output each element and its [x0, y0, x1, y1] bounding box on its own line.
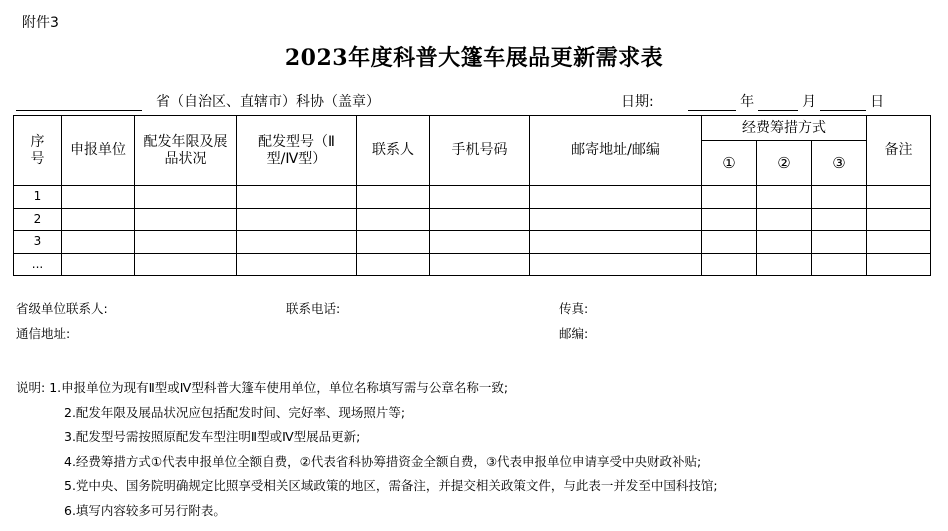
organization-blank[interactable]: [16, 96, 142, 111]
cell[interactable]: [135, 231, 237, 254]
cell[interactable]: [135, 253, 237, 276]
note-item: 3.配发型号需按照原配发车型注明Ⅱ型或Ⅳ型展品更新;: [64, 429, 361, 444]
cell[interactable]: [867, 231, 931, 254]
cell[interactable]: [702, 253, 757, 276]
cell[interactable]: [430, 208, 530, 231]
cell[interactable]: [135, 186, 237, 209]
year-blank[interactable]: [688, 96, 736, 111]
cell[interactable]: [757, 186, 812, 209]
cell[interactable]: [62, 186, 135, 209]
cell[interactable]: [702, 208, 757, 231]
row-number: 1: [14, 186, 62, 209]
cell[interactable]: [237, 253, 357, 276]
cell[interactable]: [237, 231, 357, 254]
header-contact: 联系人: [357, 116, 430, 186]
cell[interactable]: [530, 186, 702, 209]
month-label: 月: [802, 94, 817, 110]
cell[interactable]: [62, 208, 135, 231]
header-remarks: 备注: [867, 116, 931, 186]
cell[interactable]: [812, 186, 867, 209]
header-unit: 申报单位: [62, 116, 135, 186]
cell[interactable]: [757, 231, 812, 254]
cell[interactable]: [530, 208, 702, 231]
cell[interactable]: [62, 231, 135, 254]
note-item: 4.经费筹措方式①代表申报单位全额自费，②代表省科协筹措资金全额自费，③代表申报单位申请享受中央财政补贴;: [64, 453, 702, 469]
header-funding-opt-2: ②: [757, 141, 812, 186]
cell[interactable]: [357, 231, 430, 254]
contact-phone-label: 联系电话:: [286, 301, 341, 316]
cell[interactable]: [430, 231, 530, 254]
page-title: 2023年度科普大篷车展品更新需求表: [284, 45, 664, 71]
table-row: [14, 186, 931, 209]
postcode-label: 邮编:: [559, 326, 589, 341]
cell[interactable]: [237, 186, 357, 209]
header-seq: 序号: [14, 116, 62, 186]
provincial-contact-label: 省级单位联系人:: [16, 301, 108, 316]
header-funding-opt-1: ①: [702, 141, 757, 186]
cell[interactable]: [812, 208, 867, 231]
row-number: 2: [14, 208, 62, 231]
cell[interactable]: [357, 208, 430, 231]
year-label: 年: [740, 94, 755, 110]
notes-label: 说明:: [16, 380, 46, 395]
header-years-status: 配发年限及展品状况: [135, 116, 237, 186]
date-label: 日期:: [621, 94, 654, 110]
header-model: 配发型号（Ⅱ型/Ⅳ型）: [237, 116, 357, 186]
cell[interactable]: [135, 208, 237, 231]
table-row: [14, 253, 931, 276]
cell[interactable]: [530, 253, 702, 276]
cell[interactable]: [757, 208, 812, 231]
cell[interactable]: [757, 253, 812, 276]
note-item: 5.党中央、国务院明确规定比照享受相关区域政策的地区，需备注，并提交相关政策文件，与此表一并发至中国科技馆;: [64, 478, 718, 493]
note-item: 1.申报单位为现有Ⅱ型或Ⅳ型科普大篷车使用单位，单位名称填写需与公章名称一致;: [49, 380, 509, 395]
cell[interactable]: [867, 186, 931, 209]
header-phone: 手机号码: [430, 116, 530, 186]
row-number: ...: [14, 253, 62, 276]
mailing-address-label: 通信地址:: [16, 326, 71, 341]
cell[interactable]: [430, 186, 530, 209]
notes: [16, 376, 718, 523]
cell[interactable]: [62, 253, 135, 276]
organization-line: [16, 91, 380, 111]
day-label: 日: [870, 94, 885, 110]
table-row: [14, 231, 931, 254]
cell[interactable]: [357, 253, 430, 276]
note-item: 2.配发年限及展品状况应包括配发时间、完好率、现场照片等;: [64, 404, 406, 420]
header-funding-opt-3: ③: [812, 141, 867, 186]
fax-label: 传真:: [559, 301, 589, 316]
date-line: [621, 91, 884, 111]
attachment-label: 附件3: [22, 15, 59, 31]
cell[interactable]: [357, 186, 430, 209]
cell[interactable]: [702, 231, 757, 254]
table-row: [14, 208, 931, 231]
request-table: [13, 115, 931, 276]
row-number: 3: [14, 231, 62, 254]
day-blank[interactable]: [820, 96, 866, 111]
cell[interactable]: [530, 231, 702, 254]
cell[interactable]: [812, 253, 867, 276]
header-funding: 经费筹措方式: [702, 116, 867, 141]
cell[interactable]: [702, 186, 757, 209]
cell[interactable]: [867, 208, 931, 231]
cell[interactable]: [430, 253, 530, 276]
month-blank[interactable]: [758, 96, 798, 111]
cell[interactable]: [867, 253, 931, 276]
cell[interactable]: [237, 208, 357, 231]
note-item: 6.填写内容较多可另行附表。: [64, 502, 226, 518]
organization-label: 省（自治区、直辖市）科协（盖章）: [156, 94, 380, 110]
header-address: 邮寄地址/邮编: [530, 116, 702, 186]
cell[interactable]: [812, 231, 867, 254]
